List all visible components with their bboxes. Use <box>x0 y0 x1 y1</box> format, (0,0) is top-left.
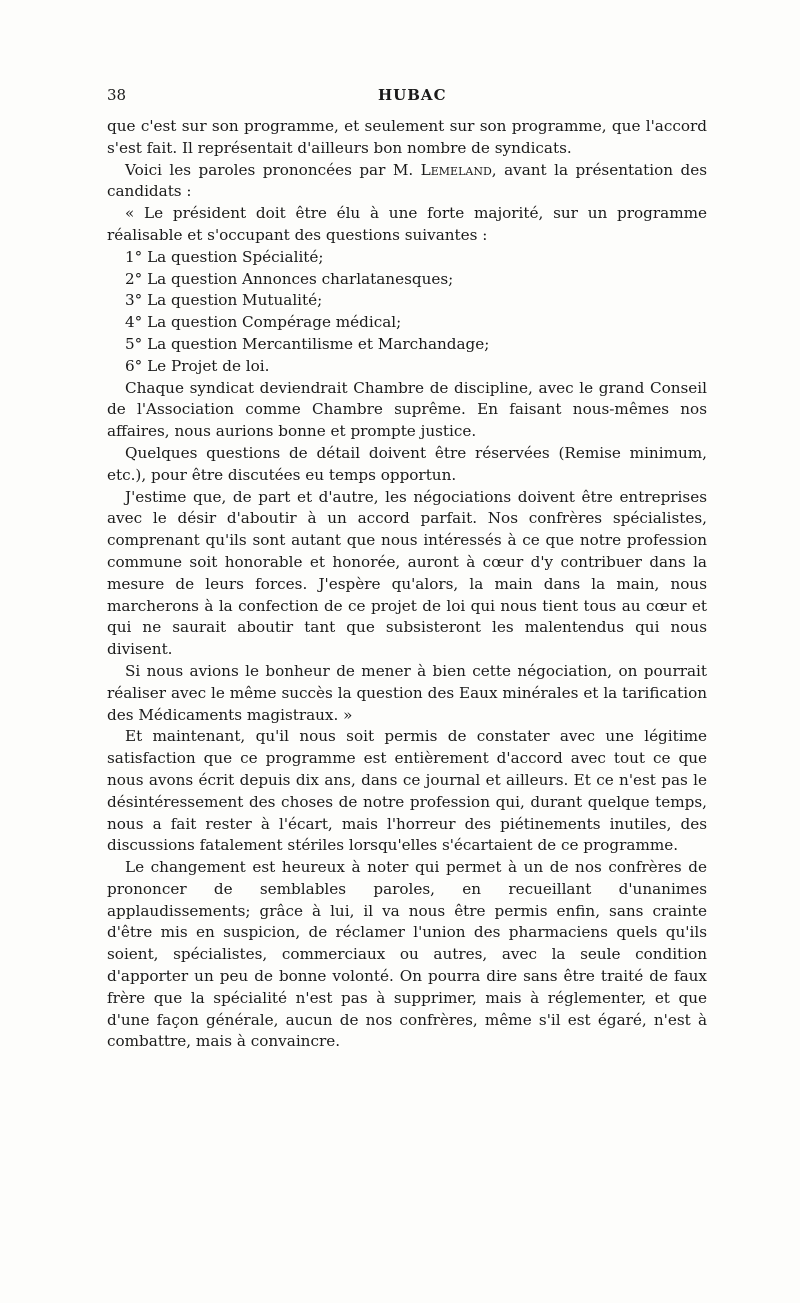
list-item: 1° La question Spécialité; <box>125 247 324 266</box>
paragraph: J'estime que, de part et d'autre, les négociations doivent être entreprises avec le désir d'aboutir à un accord parfait. Nos confrères spécialistes, comprenant qu'ils sont autant que nous intéressés à ce que notre profession commune soit honorable et honorée, auront à cœur d'y contribuer dans la mesure de leurs forces. J'espère qu'alors, la main dans la main, nous marcherons à la confection de ce projet de loi qui nous tient tous au cœur et qui ne saurait aboutir tant que subsisteront les malentendus qui nous divisent. <box>107 487 707 659</box>
paragraph: Chaque syndicat deviendrait Chambre de discipline, avec le grand Conseil de l'Association comme Chambre suprême. En faisant nous-mêmes nos affaires, nous aurions bonne et prompte justice. <box>107 378 707 441</box>
paragraph-speaker-intro <box>107 160 707 204</box>
speaker-name: Lemeland <box>420 160 492 179</box>
list-item: 5° La question Mercantilisme et Marchandage; <box>125 334 490 353</box>
body-text <box>107 116 707 1053</box>
running-header <box>107 86 707 110</box>
list-item: 3° La question Mutualité; <box>125 291 323 310</box>
paragraph: Le changement est heureux à noter qui permet à un de nos confrères de prononcer de semblables paroles, en recueillant d'unanimes applaudissements; grâce à lui, il va nous être permis enfin, sans crainte d'être mis en suspicion, de réclamer l'union des pharmaciens quels qu'ils soient, spécialistes, commerciaux ou autres, avec la seule condition d'apporter un peu de bonne volonté. On pourra dire sans être traité de faux frère que la spécialité n'est pas à supprimer, mais à réglementer, et que d'une façon générale, aucun de nos confrères, même s'il est égaré, n'est à combattre, mais à convaincre. <box>107 858 707 1051</box>
speaker-intro-text: Voici les paroles prononcées par M. <box>125 160 414 179</box>
speaker-intro-suffix: , avant la présentation des candidats : <box>107 160 707 201</box>
paragraph-quote-open: « Le président doit être élu à une forte majorité, sur un programme réalisable et s'occupant des questions suivantes : <box>107 204 707 244</box>
paragraph: que c'est sur son programme, et seulement sur son programme, que l'accord s'est fait. Il représentait d'ailleurs bon nombre de syndicats. <box>107 117 707 157</box>
paragraph: Et maintenant, qu'il nous soit permis de constater avec une légitime satisfaction que ce programme est entièrement d'accord avec tout ce que nous avons écrit depuis dix ans, dans ce journal et ailleurs. Et ce n'est pas le désintéressement des choses de notre profession qui, durant quelque temps, nous a fait rester à l'écart, mais l'horreur des piétinements inutiles, des discussions fatalement stériles lorsqu'elles s'écartaient de ce programme. <box>107 727 707 855</box>
list-item: 2° La question Annonces charlatanesques; <box>125 269 454 288</box>
list-item: 4° La question Compérage médical; <box>125 313 402 332</box>
questions-list <box>107 247 707 378</box>
paragraph: Quelques questions de détail doivent être réservées (Remise minimum, etc.), pour être discutées eu temps opportun. <box>107 443 707 484</box>
page-number: 38 <box>107 86 127 104</box>
list-item: 6° Le Projet de loi. <box>125 356 270 375</box>
running-title: HUBAC <box>378 86 447 104</box>
paragraph: Si nous avions le bonheur de mener à bien cette négociation, on pourrait réaliser avec le même succès la question des Eaux minérales et la tarification des Médicaments magistraux. » <box>107 661 707 724</box>
